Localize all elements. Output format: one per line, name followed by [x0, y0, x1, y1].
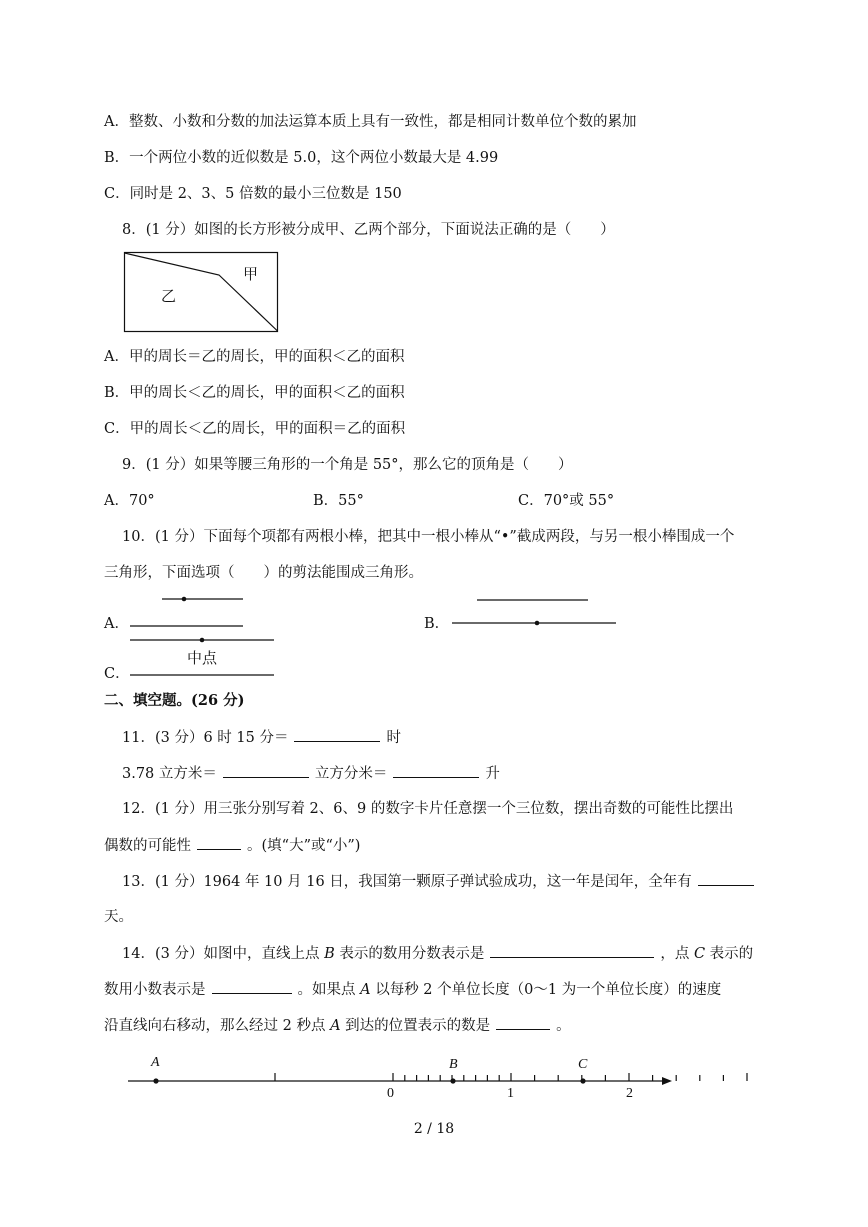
q10-stem-line1: 10．(1 分）下面每个项都有两根小棒，把其中一根小棒从“•”截成两段，与另一根小棒围成一个: [122, 529, 735, 545]
q8-option-b: B．甲的周长＜乙的周长，甲的面积＜乙的面积: [104, 385, 405, 401]
point-a-label: A: [151, 1055, 160, 1070]
point-c-dot: [580, 1078, 585, 1083]
q10-c-midpoint-label: 中点: [187, 649, 218, 667]
q12-line1: 12．(1 分）用三张分别写着 2、6、9 的数字卡片任意摆一个三位数，摆出奇数的可能性比摆出: [122, 801, 734, 817]
q9-option-b: B．55°: [313, 493, 364, 509]
q14-text-6: 。如果点: [297, 982, 361, 998]
q13-text: 13．(1 分）1964 年 10 月 16 日，我国第一颗原子弹试验成功，这一年是闰年，全年有: [122, 874, 692, 890]
q14-text-3: ，点: [660, 946, 694, 962]
q11-line2-prefix: 3.78 立方米＝: [122, 766, 217, 782]
q14-text-10: 。: [556, 1018, 571, 1034]
q11-prefix: 11．(3 分）6 时 15 分＝: [122, 730, 289, 746]
q8-option-a: A．甲的周长＝乙的周长，甲的面积＜乙的面积: [104, 349, 405, 365]
page-number: 2 / 18: [413, 1121, 455, 1137]
point-c-label: C: [578, 1057, 588, 1072]
section-2-title: 二、填空题。(26 分): [104, 692, 245, 709]
q11-unit-hour: 时: [386, 730, 401, 746]
number-line-ticks: [275, 1073, 747, 1081]
q7-option-b: B．一个两位小数的近似数是 5.0，这个两位小数最大是 4.99: [104, 150, 499, 166]
q14-text-1: 14．(3 分）如图中，直线上点: [122, 946, 325, 962]
q13-line2: 天。: [104, 909, 133, 925]
q8-option-c: C．甲的周长＜乙的周长，甲的面积＝乙的面积: [104, 421, 406, 437]
q8-stem: 8．(1 分）如图的长方形被分成甲、乙两个部分，下面说法正确的是（ ）: [122, 222, 615, 238]
tick-label-2: 2: [626, 1086, 633, 1101]
q14-text-2: 表示的数用分数表示是: [334, 946, 485, 962]
q14-text-7: 以每秒 2 个单位长度（0～1 为一个单位长度）的速度: [370, 982, 722, 998]
q14-text-5: 数用小数表示是: [104, 982, 206, 998]
q14-text-9: 到达的位置表示的数是: [340, 1018, 491, 1034]
point-b-dot: [450, 1078, 455, 1083]
q7-option-c: C．同时是 2、3、5 倍数的最小三位数是 150: [104, 186, 402, 202]
q8-label-jia: 甲: [243, 265, 259, 283]
q10-label-c: C．: [104, 666, 130, 682]
point-a-dot: [153, 1078, 158, 1083]
q14-point-a-ref: A: [360, 982, 371, 998]
number-line-arrow: [662, 1077, 672, 1085]
q9-option-c: C．70°或 55°: [518, 493, 615, 509]
q10-stem-line2: 三角形，下面选项（ ）的剪法能围成三角形。: [104, 565, 423, 581]
tick-label-0: 0: [387, 1086, 394, 1101]
tick-label-1: 1: [507, 1086, 514, 1101]
q9-option-a: A．70°: [104, 493, 155, 509]
q14-point-c-ref: C: [693, 946, 706, 962]
q12-line2-suffix: 。(填“大”或“小”): [247, 838, 361, 854]
q14-point-b-ref: B: [324, 946, 335, 962]
q11-unit-cubic-dm: 立方分米＝: [314, 766, 388, 782]
point-b-label: B: [449, 1057, 458, 1072]
q10-label-a: A．: [104, 616, 129, 632]
q12-line2-prefix: 偶数的可能性: [104, 838, 191, 854]
q14-text-8: 沿直线向右移动，那么经过 2 秒点: [104, 1018, 331, 1034]
q10-label-b: B．: [424, 616, 450, 632]
q9-stem: 9．(1 分）如果等腰三角形的一个角是 55°，那么它的顶角是（ ）: [122, 457, 573, 473]
q11-unit-liter: 升: [485, 766, 500, 782]
q14-point-a-ref-2: A: [330, 1018, 341, 1034]
q7-option-a: A．整数、小数和分数的加法运算本质上具有一致性，都是相同计数单位个数的累加: [104, 114, 637, 130]
q14-text-4: 表示的: [705, 946, 754, 962]
q8-label-yi: 乙: [161, 287, 177, 305]
